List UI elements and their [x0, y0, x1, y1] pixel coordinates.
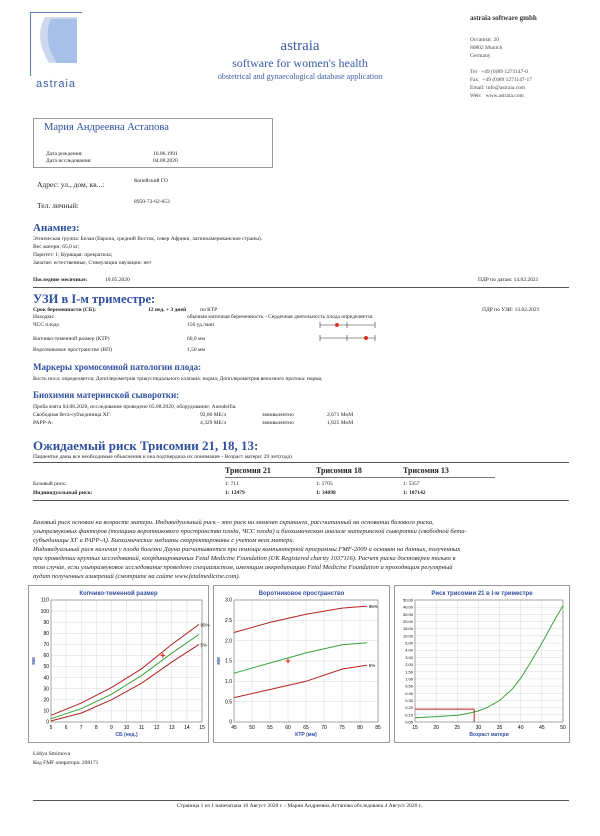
x-tick-label: 70	[321, 725, 327, 731]
dob-label: Дата рождения:	[46, 151, 83, 157]
markers-text: Кость носа: определяется; Допплерометрия трикуспидального клапана: норма; Допплерометрия венозного протока: норма;	[33, 376, 323, 382]
x-tick-label: 85	[375, 725, 381, 731]
explanation-line: при проведении крупных исследований, координированных Fetal Medicine Foundation (UK Registered charity 1037116). Расчет риска достоверен только в	[33, 555, 456, 562]
y-tick-label: 40.00	[402, 604, 413, 610]
y-tick-label: 0.50	[405, 683, 413, 689]
x-tick-label: 35	[496, 725, 503, 731]
series-label: 5%	[368, 663, 376, 669]
lmp-label: Последние месячные:	[33, 277, 88, 283]
y-tick-label: 0	[46, 719, 49, 726]
y-tick-label: 50	[43, 664, 49, 671]
x-tick-label: 75	[339, 725, 345, 731]
ga-label: Срок беременности (СБ):	[33, 307, 97, 313]
company-name: astraia software gmbh	[470, 14, 537, 22]
t21-risk-chart-frame	[394, 585, 570, 743]
y-tick-label: 110	[41, 597, 49, 604]
anamnesis-line-1: Этническая группа: Белая (Европа, средний Восток, север Африки, латиноамериканские страны).	[33, 236, 263, 242]
uzi-title: УЗИ в I-м триместре:	[33, 292, 156, 306]
x-tick-label: 45	[231, 725, 237, 731]
anamnesis-title: Анамнез:	[33, 222, 80, 234]
x-tick-label: 65	[303, 725, 309, 731]
y-tick-label: 0	[229, 719, 232, 726]
y-tick-label: 3.00	[405, 654, 413, 660]
biochem-row-mom: 2,671 МоМ	[327, 412, 354, 418]
brand-name: astraia	[280, 38, 320, 54]
ga-value: 12 нед. + 3 дней	[148, 307, 187, 313]
risk-title: Ожидаемый риск Трисомии 21, 18, 13:	[33, 438, 259, 453]
y-axis-label: мм	[216, 657, 222, 665]
address-line: Fax +49 (0)89 1271147-17	[470, 77, 533, 83]
risk-header-t13: Трисомия 13	[403, 466, 449, 475]
x-axis-label: Возраст матери	[469, 732, 509, 738]
crl-chart	[29, 586, 208, 742]
y-axis-label: мм	[31, 657, 37, 665]
x-tick-label: 80	[357, 725, 363, 731]
anamnesis-line-3: Паритет: 1; Курящая: прекратила;	[33, 252, 113, 258]
uzi-row-label: Находки:	[33, 314, 55, 320]
risk-value: 1: 5357	[403, 481, 420, 487]
nt-chart	[214, 586, 389, 742]
chart-title: Риск трисомии 21 в I-м триместре	[431, 591, 533, 597]
x-tick-label: 20	[433, 725, 439, 731]
x-tick-label: 8	[94, 725, 98, 731]
x-tick-label: 15	[412, 725, 418, 731]
y-tick-label: 20.00	[402, 619, 413, 625]
y-tick-label: 50.00	[402, 597, 413, 603]
y-tick-label: 0.30	[405, 697, 413, 703]
pdr-by-uzi: ПДР по УЗИ: 13.02.2021	[482, 307, 540, 313]
divider	[33, 287, 569, 288]
plot-area	[415, 600, 563, 722]
divider	[33, 800, 569, 801]
address-line	[470, 60, 532, 68]
address-line: Germany	[470, 53, 491, 59]
y-tick-label: 2.00	[405, 662, 413, 668]
markers-title: Маркеры хромосомной патологии плода:	[33, 362, 202, 372]
exam-date-label: Дата исследования:	[46, 158, 92, 164]
x-tick-label: 55	[267, 725, 273, 731]
risk-curve	[415, 606, 563, 718]
lmp-value: 10.05.2020	[105, 277, 130, 283]
y-tick-label: 5.00	[405, 640, 413, 646]
uzi-row-value: 60,0 мм	[187, 336, 205, 342]
x-tick-label: 14	[184, 725, 190, 731]
y-tick-label: 0.05	[405, 719, 413, 725]
x-tick-label: 12	[153, 725, 160, 731]
y-tick-label: 70	[43, 642, 49, 649]
biochem-row-eq: эквивалентно	[262, 420, 294, 426]
divider	[33, 462, 569, 463]
explanation-line: ультразвуковых факторов (толщина воротникового пространства плода, ЧСС плода) и биохимическом анализе материнской сыворотки (свободной бета-	[33, 528, 467, 535]
x-tick-label: 6	[64, 725, 68, 731]
uzi-row-value: 1,50 мм	[187, 347, 205, 353]
chart-title: Копчико-теменной размер	[79, 591, 158, 597]
biochem-row-value: 92,80 МЕ/л	[200, 412, 227, 418]
nt-chart-frame	[213, 585, 390, 743]
divider	[33, 500, 569, 501]
x-axis-label: СБ (нед.)	[115, 732, 138, 738]
x-tick-label: 10	[123, 725, 130, 731]
y-tick-label: 90	[43, 619, 49, 626]
phone-label: Тел. личный:	[37, 201, 79, 210]
y-tick-label: 100	[40, 608, 49, 615]
x-tick-label: 60	[285, 725, 291, 731]
company-address	[470, 36, 532, 100]
series-label: 95%	[368, 604, 378, 610]
risk-explanation	[33, 518, 569, 581]
explanation-line: субъединицы ХГ и PAPP-A). Биохимические медианы скорректированы с учетом веса матери.	[33, 537, 295, 544]
y-tick-label: 2.5	[225, 618, 232, 625]
risk-value: 1: 12479	[225, 490, 245, 496]
x-axis-label: КТР (мм)	[295, 732, 317, 738]
y-tick-label: 0.40	[405, 690, 413, 696]
risk-row-label: Базовый риск:	[33, 481, 67, 487]
anamnesis-line-2: Вес матери: 65,0 кг;	[33, 244, 80, 250]
y-tick-label: 1.50	[405, 669, 413, 675]
biochem-row-label: Свободная бета-субъединица ХГ:	[33, 412, 112, 418]
explanation-line: Индивидуальный риск наличия у плода болезни Дауна расчитывается при помощи компьютерной программы FMF-2009 и основан на данных, полученных	[33, 546, 461, 553]
hr-marker	[335, 323, 339, 327]
x-tick-label: 50	[560, 725, 566, 731]
address-line: Tel +49 (0)89 1271147-0	[470, 69, 528, 75]
phone-value: 8950-72-62-053	[134, 199, 170, 205]
y-tick-label: 3.0	[225, 597, 232, 604]
y-tick-label: 10	[43, 708, 49, 715]
pdr-by-dates: ПДР по датам: 14.02.2021	[478, 277, 539, 283]
y-tick-label: 40	[43, 675, 49, 682]
risk-header-t21: Трисомия 21	[225, 466, 271, 475]
x-tick-label: 7	[79, 725, 83, 731]
risk-note: Пациентке даны все необходимые объяснения и она подтвердила их понимание - Возраст матери: 29 лет(года)	[33, 454, 292, 460]
risk-value: 1: 1705	[316, 481, 333, 487]
patient-name: Мария Андреевна Астапова	[44, 122, 169, 133]
t21-risk-chart	[395, 586, 569, 742]
address-line: Web: www.astraia.com	[470, 93, 524, 99]
y-tick-label: 1.0	[225, 679, 232, 686]
address-value: Копейский ГО	[134, 178, 168, 184]
explanation-line: аудит полученных измерений (смотрите на сайте www.fetalmedicine.com).	[33, 573, 241, 580]
uzi-row-label: Воротниковое пространство (ВП)	[33, 347, 112, 353]
x-tick-label: 9	[110, 725, 113, 731]
y-tick-label: 20	[43, 697, 49, 704]
uzi-range-indicators	[315, 320, 385, 344]
y-tick-label: 30.00	[402, 611, 413, 617]
y-tick-label: 15.00	[402, 626, 413, 632]
risk-header-t18: Трисомия 18	[316, 466, 362, 475]
x-tick-label: 5	[49, 725, 53, 731]
fmf-code: Код FMF оператора: 208171	[33, 760, 99, 766]
y-tick-label: 10.00	[402, 633, 413, 639]
y-tick-label: 0.10	[405, 712, 413, 718]
exam-date-value: 04.08.2020	[153, 158, 178, 164]
address-line: Email: info@astraia.com	[470, 85, 526, 91]
biochem-row-label: PAPP-A:	[33, 420, 53, 426]
y-tick-label: 1.00	[405, 676, 413, 682]
signature-name: Lidiya Smirnova	[33, 751, 71, 757]
crl-chart-frame	[28, 585, 209, 743]
x-tick-label: 30	[475, 725, 482, 731]
x-tick-label: 11	[138, 725, 145, 731]
anamnesis-line-4: Зачатие: естественные, Стимуляции овуляции: нет	[33, 260, 152, 266]
x-tick-label: 45	[539, 725, 545, 731]
series-line	[51, 624, 199, 715]
explanation-line: Базовый риск основан на возрасте матери. Индивидуальный риск - это риск на момент скрининга, рассчитанный на основании базового риска,	[33, 519, 434, 526]
y-tick-label: 80	[43, 630, 49, 637]
series-label: 95%	[200, 622, 210, 628]
address-line: 80802 Munich	[470, 45, 503, 51]
risk-value: 1: 34098	[316, 490, 336, 496]
series-line	[51, 644, 199, 721]
dob-value: 10.06.1991	[153, 151, 178, 157]
x-tick-label: 40	[517, 725, 524, 731]
y-tick-label: 4.00	[405, 647, 413, 653]
brand-tagline: software for women's health	[232, 56, 368, 70]
chart-title: Воротниковое пространство	[258, 591, 345, 597]
series-label: 5%	[200, 642, 207, 648]
risk-row-label: Индивидуальный риск:	[33, 490, 93, 496]
x-tick-label: 50	[249, 725, 255, 731]
y-tick-label: 60	[43, 653, 49, 660]
biochem-row-mom: 1,825 МоМ	[327, 420, 354, 426]
x-tick-label: 13	[169, 725, 175, 731]
address-label: Адрес: ул., дом, кв...:	[37, 180, 105, 189]
y-tick-label: 0.20	[405, 705, 413, 711]
series-line	[234, 606, 367, 632]
divider	[225, 477, 495, 478]
risk-value: 1: 107142	[403, 490, 426, 496]
brand-subtitle: obstetrical and gynaecological database application	[217, 72, 383, 81]
crl-marker	[364, 336, 368, 340]
uzi-row-value: обычная маточная беременность - Сердечная деятельность плода определяется	[187, 314, 373, 320]
page-footer: Страница 1 из 1 напечатана 10 Август 2020 г. - Мария Андреевна Астапова обследована 4 Август 2020 г..	[176, 803, 424, 809]
uzi-row-label: ЧСС плода	[33, 322, 59, 328]
biochem-row-eq: эквивалентно	[262, 412, 294, 418]
risk-value: 1: 711	[225, 481, 239, 487]
y-tick-label: 2.0	[225, 638, 232, 645]
logo-wordmark: astraia	[35, 78, 77, 90]
biochem-sample: Проба взята 04.08.2020, исследование проведено 05.08.2020, оборудование: Autodelfia.	[33, 404, 237, 410]
uzi-row-value: 156 уд./мин	[187, 322, 215, 328]
x-tick-label: 25	[454, 725, 461, 731]
ga-method: по КТР	[200, 307, 218, 313]
y-tick-label: 1.5	[225, 658, 232, 665]
y-tick-label: 0.5	[225, 699, 232, 706]
uzi-row-label: Копчико-теменной размер (КТР)	[33, 336, 110, 342]
address-line: Occamstr. 20	[470, 37, 500, 43]
x-tick-label: 15	[199, 725, 205, 731]
biochem-title: Биохимия материнской сыворотки:	[33, 390, 180, 400]
explanation-line: том случае, если ультразвуковое исследование проведено специалистом, имеющим аккредитацию Fetal Medicine Foundation и проходящим регулярный	[33, 564, 453, 571]
biochem-row-value: 4,329 МЕ/л	[200, 420, 227, 426]
y-tick-label: 30	[43, 686, 49, 693]
